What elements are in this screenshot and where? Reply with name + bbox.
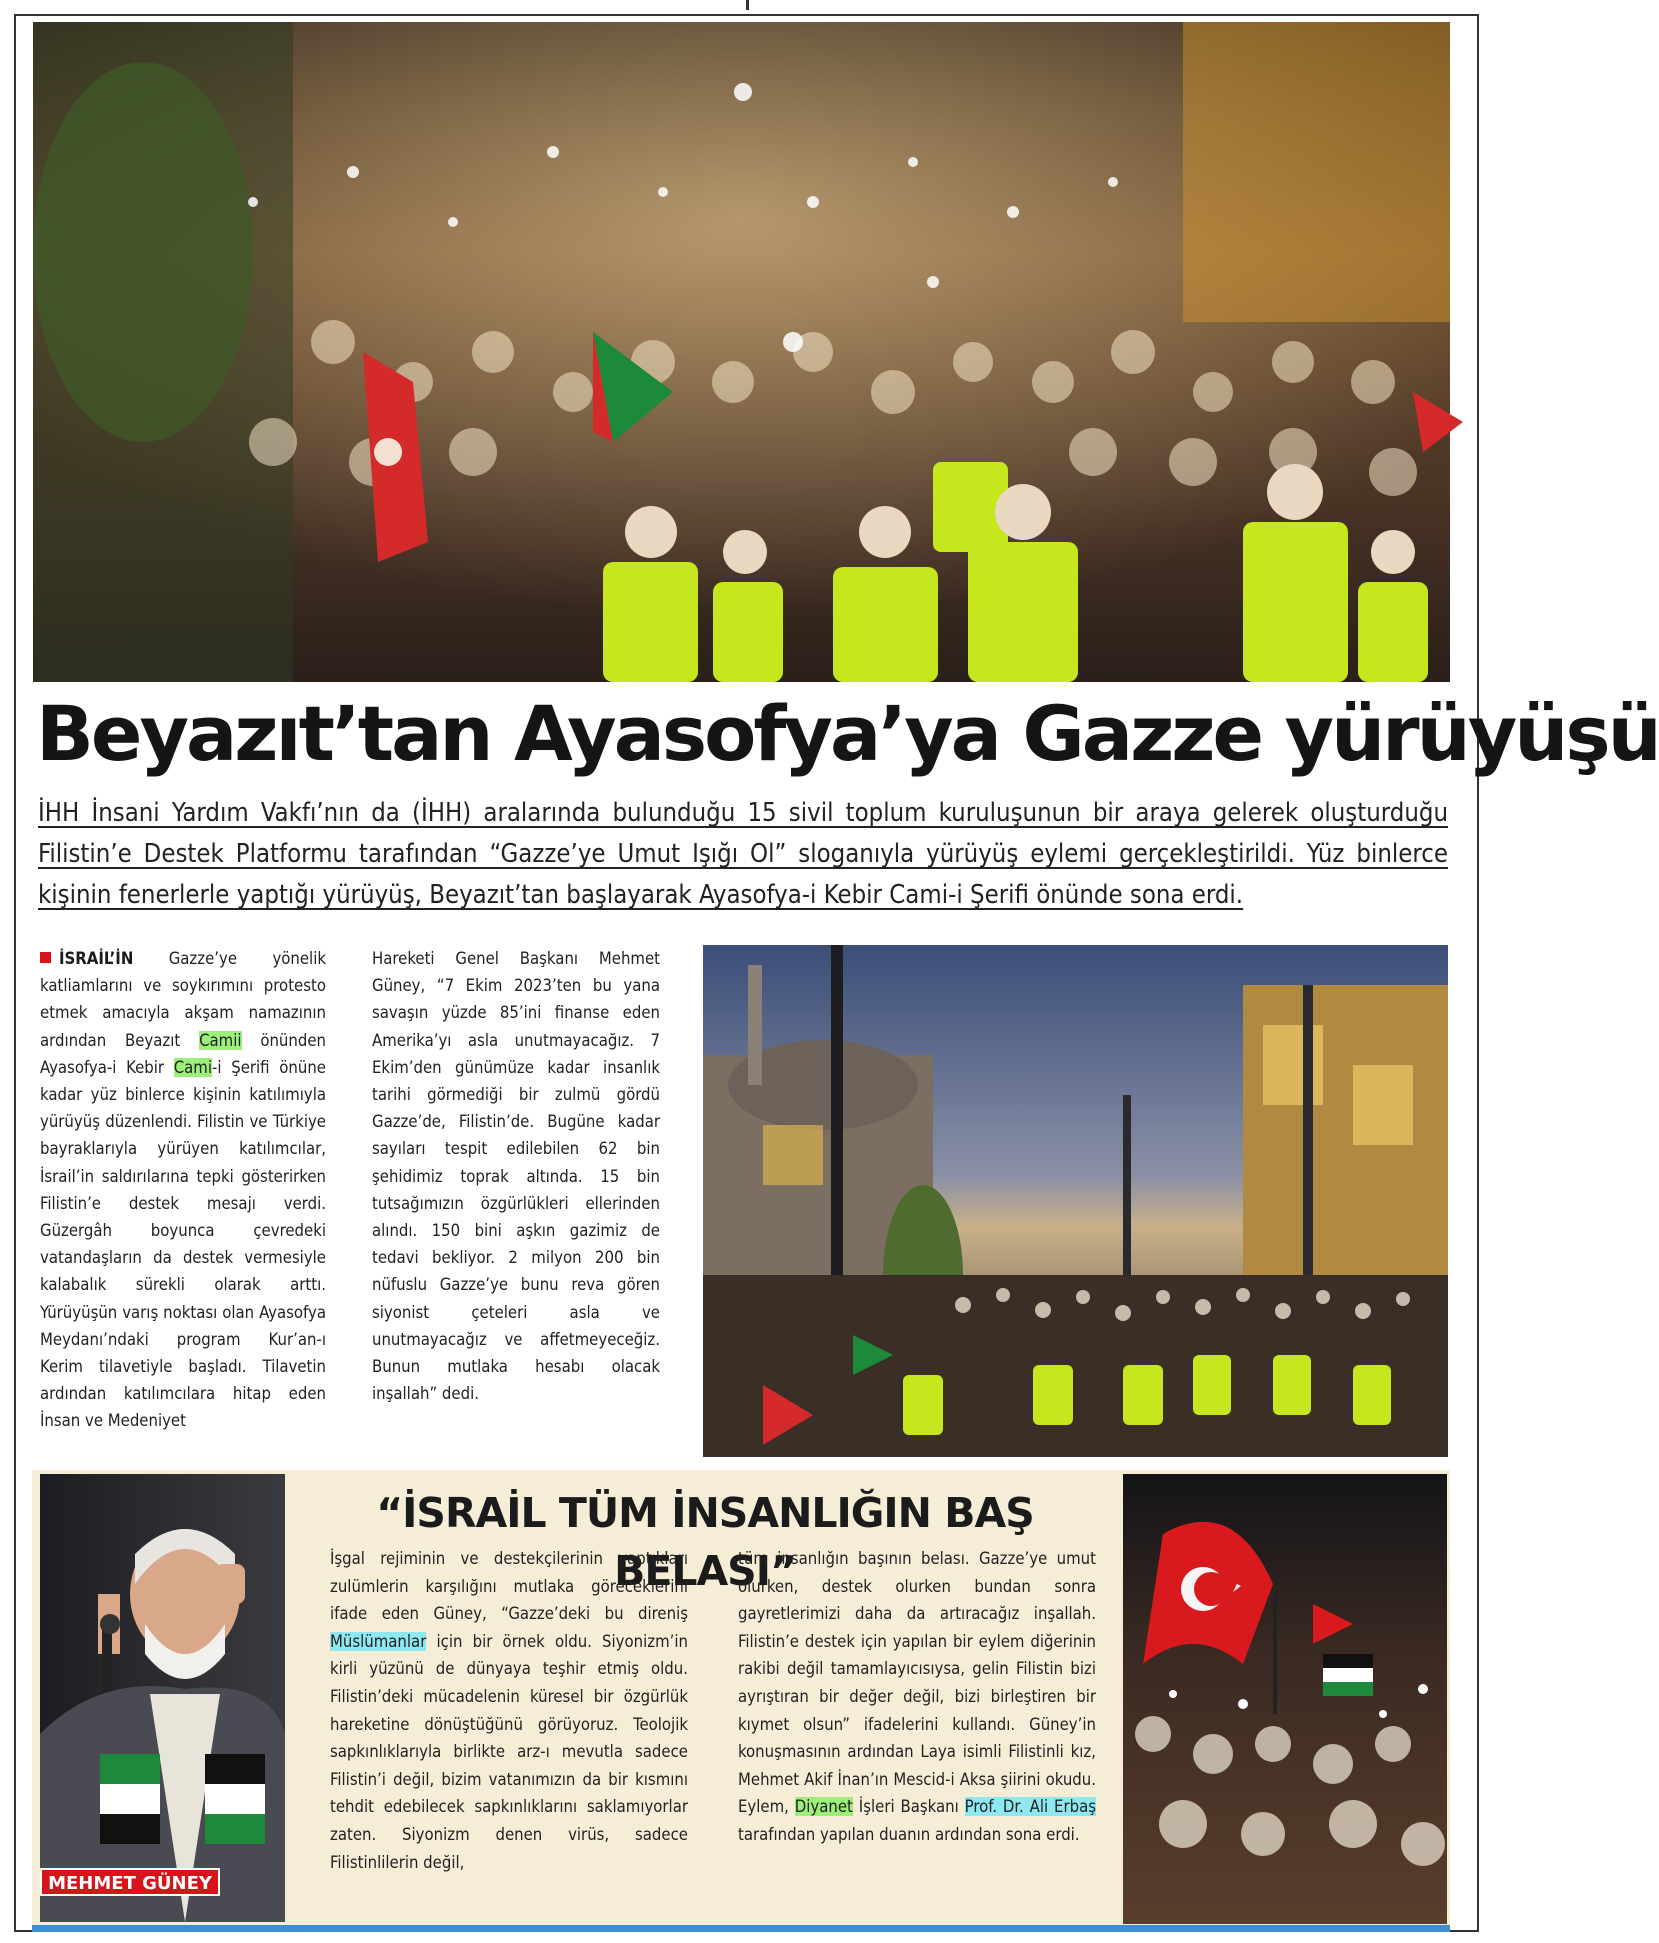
crowd-march-photo bbox=[33, 22, 1450, 682]
lead-paragraph bbox=[38, 793, 1448, 916]
lead-text: İHH İnsani Yardım Vakfı’nın da (İHH) aralarında bulunduğu 15 sivil toplum kuruluşunun bir araya gelerek oluşturduğu Filistin’e Destek Platformu tarafından “Gazze’ye Umut Işığı Ol” sloganıyla yürüyüş eylemi gerçekleştirildi. Yüz binlerce kişinin fenerlerle yaptığı yürüyüş, Beyazıt’tan başlayarak Ayasofya-i Kebir Cami-i Şerifi önünde sona erdi. bbox=[38, 798, 1448, 910]
highlight-camii: Camii bbox=[199, 1030, 242, 1050]
highlight-cami: Cami bbox=[173, 1057, 213, 1077]
highlight-ali-erbas: Prof. Dr. Ali Erbaş bbox=[964, 1797, 1097, 1817]
article-column-2 bbox=[372, 945, 660, 1407]
box-column-1 bbox=[330, 1545, 688, 1876]
bottom-rule bbox=[32, 1925, 1450, 1932]
article-text-1b: önünden Ayasofya-i Kebir bbox=[40, 1030, 326, 1077]
speaker-portrait-photo bbox=[40, 1474, 285, 1922]
box-subheadline: “İSRAİL TÜM İNSANLIĞIN BAŞ BELASI” bbox=[376, 1489, 1034, 1595]
box-text-2c: tarafından yapılan duanın ardından sona erdi. bbox=[738, 1824, 1080, 1844]
article-text-1a: Gazze’ye yönelik katliamlarını ve soykırımını protesto etmek amacıyla akşam namazının ardından Beyazıt bbox=[40, 949, 326, 1050]
article-column-1 bbox=[40, 945, 326, 1435]
box-text-2b: İşleri Başkanı bbox=[852, 1797, 965, 1817]
article-text-1c: -i Şerifi önüne kadar yüz binlerce kişinin katılımıyla yürüyüş düzenlendi. Filistin ve Türkiye bayraklarıyla yürüyen katılımcılar, İsrail’in saldırılarına tepki gösterirken Filistin’e destek mesajı verdi. Güzergâh boyunca çevredeki vatandaşların da destek vermesiyle kalabalık sürekli olarak arttı. Yürüyüşün varış noktası olan Ayasofya Meydanı’ndaki program Kur’an-ı Kerim tilavetiyle başladı. Tilavetin ardından katılımcılara hitap eden İnsan ve Medeniyet bbox=[40, 1057, 326, 1431]
kicker: İSRAİL’İN bbox=[59, 949, 134, 968]
article-text-2: Hareketi Genel Başkanı Mehmet Güney, “7 Ekim 2023’ten bu yana savaşın yüzde 85’ini finanse eden Amerika’yı asla unutmayacağız. 7 Ekim’den günümüze kadar insanlık tarihi görmediği bir zulmü gördü Gazze’de, Filistin’de. Bugüne kadar sayıları tespit edilebilen 62 bin şehidimiz toprak altında. 15 bin tutsağımızın özgürlükleri ellerinden alındı. 150 bini aşkın gazimiz de tedavi bekliyor. 2 milyon 200 bin nüfuslu Gazze’ye bunu reva gören siyonist çeteleri asla ve unutmayacağız ve affetmeyeceğiz. Bunun mutlaka hesabı olacak inşallah” dedi. bbox=[372, 949, 660, 1404]
flag-crowd-photo bbox=[1123, 1474, 1447, 1924]
highlight-diyanet: Diyanet bbox=[794, 1797, 853, 1817]
kicker-bullet bbox=[40, 952, 51, 963]
photo-caption: MEHMET GÜNEY bbox=[40, 1868, 220, 1896]
box-column-2 bbox=[738, 1545, 1096, 1849]
box-text-1b: için bir örnek oldu. Siyonizm’in kirli yüzünü de dünyaya teşhir etmiş oldu. Filistin’deki mücadelenin küresel bir özgürlük hareketine dönüştüğünü görüyoruz. Teolojik sapkınlıklarıyla birlikte arz-ı mevutla sadece Filistin’i değil, bizim vatanımızın da bir kısmını tehdit edebilecek sapkınlıklarını saklamıyorlar zaten. Siyonizm denen virüs, sadece Filistinlilerin değil, bbox=[330, 1631, 688, 1872]
highlight-muslumanlar: Müslümanlar bbox=[330, 1631, 427, 1651]
headline: Beyazıt’tan Ayasofya’ya Gazze yürüyüşü bbox=[36, 689, 1659, 778]
fold-mark bbox=[746, 0, 749, 10]
box-text-1a: İşgal rejiminin ve destekçilerinin yaptıkları zulümlerin karşılığını mutlaka göreceklerini ifade eden Güney, “Gazze’deki bu direniş bbox=[330, 1549, 688, 1624]
street-crowd-photo bbox=[703, 945, 1448, 1457]
box-text-2a: tüm insanlığın başının belası. Gazze’ye umut olurken, destek olurken bundan sonra gayretlerimizi daha da artıracağız inşallah. Filistin’e destek için yapılan bir eylem diğerinin rakibi değil tamamlayıcısıysa, gelin Filistin bizi ayrıştıran bir değer değil, bizi birleştiren bir kıymet olsun” ifadelerini kullandı. Güney’in konuşmasının ardından Laya isimli Filistinli kız, Mehmet Akif İnan’ın Mescid-i Aksa şiirini okudu. Eylem, bbox=[738, 1549, 1096, 1817]
